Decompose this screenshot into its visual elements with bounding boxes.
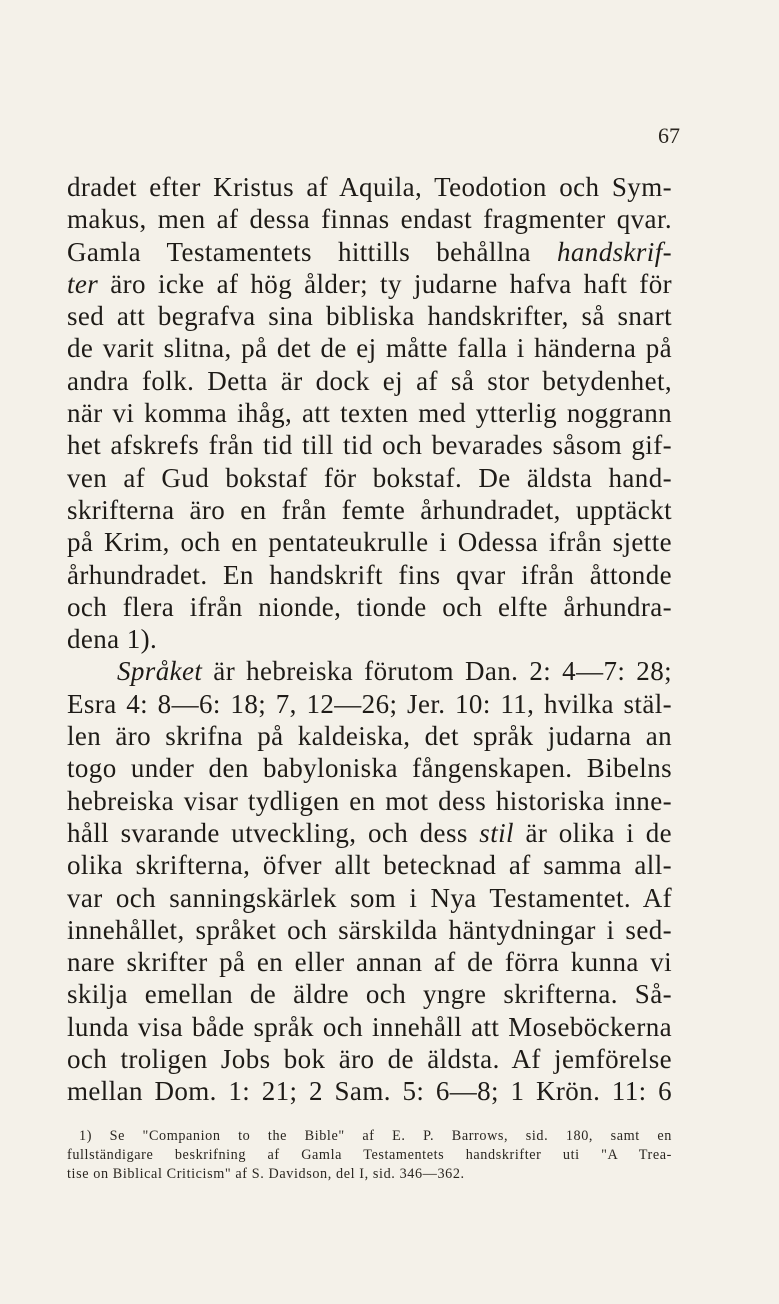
text-run: Esra 4: 8—6: 18; 7, 12—26; Jer. 10: 11, hvilka stäl- xyxy=(67,688,672,719)
text-line xyxy=(67,882,672,914)
text-run: dena 1). xyxy=(67,624,158,655)
text-line xyxy=(67,1011,672,1043)
text-line xyxy=(67,688,672,720)
text-line xyxy=(67,171,672,203)
text-run: makus, men af dessa finnas endast fragmenter qvar. xyxy=(67,204,672,235)
text-run: håll svarande utveckling, och dess xyxy=(67,817,480,848)
italic-run: ter xyxy=(67,268,99,299)
text-run: är hebreiska förutom Dan. 2: 4—7: 28; xyxy=(202,656,672,687)
text-line xyxy=(67,623,672,655)
text-line xyxy=(67,462,672,494)
text-run: århundradet. En handskrift fins qvar ifrån åttonde xyxy=(67,559,672,590)
text-run: nare skrifter på en eller annan af de förra kunna vi xyxy=(67,947,672,978)
text-line xyxy=(67,849,672,881)
text-line xyxy=(67,526,672,558)
text-run: skrifterna äro en från femte århundradet, upptäckt xyxy=(67,494,672,525)
text-run: ven af Gud bokstaf för bokstaf. De äldsta hand- xyxy=(67,462,672,493)
paragraph-language xyxy=(67,655,672,1107)
text-line xyxy=(67,494,672,526)
page-number: 67 xyxy=(658,123,680,148)
text-run: skilja emellan de äldre och yngre skrifterna. Så- xyxy=(67,979,672,1010)
text-line xyxy=(67,752,672,784)
text-line xyxy=(67,978,672,1010)
footnote-line: 1) Se "Companion to the Bible" af E. P. Barrows, sid. 180, samt en xyxy=(79,1128,672,1144)
text-line xyxy=(67,1075,672,1107)
text-run: var och sanningskärlek som i Nya Testamentet. Af xyxy=(67,882,672,913)
text-run: togo under den babyloniska fångenskapen. Bibelns xyxy=(67,753,672,784)
text-line xyxy=(67,914,672,946)
text-run: olika skrifterna, öfver allt betecknad af samma all- xyxy=(67,850,672,881)
text-run: och troligen Jobs bok äro de äldsta. Af jemförelse xyxy=(67,1044,672,1075)
text-run: de varit slitna, på det de ej måtte falla i händerna på xyxy=(67,333,672,364)
footnote-line: tise on Biblical Criticism" af S. Davidson, del I, sid. 346—362. xyxy=(67,1166,465,1182)
text-line xyxy=(67,300,672,332)
text-run: hebreiska visar tydligen en mot dess historiska inne- xyxy=(67,785,672,816)
text-line xyxy=(67,655,672,687)
text-line xyxy=(67,946,672,978)
text-run: mellan Dom. 1: 21; 2 Sam. 5: 6—8; 1 Krön. 11: 6 xyxy=(67,1076,672,1107)
text-run: är olika i de xyxy=(513,817,672,848)
text-line xyxy=(67,203,672,235)
italic-run: Språket xyxy=(117,656,203,687)
text-run: lunda visa både språk och innehåll att Moseböckerna xyxy=(67,1011,672,1042)
text-run: och flera ifrån nionde, tionde och elfte århundra- xyxy=(67,591,672,622)
text-line xyxy=(67,1043,672,1075)
italic-run: handskrif- xyxy=(557,236,672,267)
footnote xyxy=(67,1127,672,1184)
text-line xyxy=(67,397,672,429)
text-line xyxy=(67,785,672,817)
italic-run: stil xyxy=(479,817,514,848)
text-line xyxy=(67,236,672,268)
text-line xyxy=(67,268,672,300)
footnote-lines xyxy=(67,1127,672,1184)
text-run: när vi komma ihåg, att texten med ytterlig noggrann xyxy=(67,398,672,429)
text-run: Gamla Testamentets hittills behållna xyxy=(67,236,557,267)
text-run: len äro skrifna på kaldeiska, det språk judarna an xyxy=(67,721,672,752)
text-line xyxy=(67,817,672,849)
footnote-line: fullständigare beskrifning af Gamla Testamentets handskrifter uti "A Trea- xyxy=(67,1147,672,1163)
text-line xyxy=(67,559,672,591)
text-run: dradet efter Kristus af Aquila, Teodotion och Sym- xyxy=(67,172,672,202)
text-run: äro icke af hög ålder; ty judarne hafva haft för xyxy=(98,268,672,299)
text-run: sed att begrafva sina bibliska handskrifter, så snart xyxy=(67,301,672,332)
text-run: innehållet, språket och särskilda häntydningar i sed- xyxy=(67,914,672,945)
text-line xyxy=(67,332,672,364)
text-line xyxy=(67,429,672,461)
text-line xyxy=(67,591,672,623)
body-text xyxy=(67,171,672,1108)
text-run: het afskrefs från tid till tid och bevarades såsom gif- xyxy=(67,430,672,461)
text-run: på Krim, och en pentateukrulle i Odessa ifrån sjette xyxy=(67,527,672,558)
text-line xyxy=(67,365,672,397)
paragraph-manuscripts xyxy=(67,171,672,655)
text-run: andra folk. Detta är dock ej af så stor betydenhet, xyxy=(67,365,672,396)
text-line xyxy=(67,720,672,752)
